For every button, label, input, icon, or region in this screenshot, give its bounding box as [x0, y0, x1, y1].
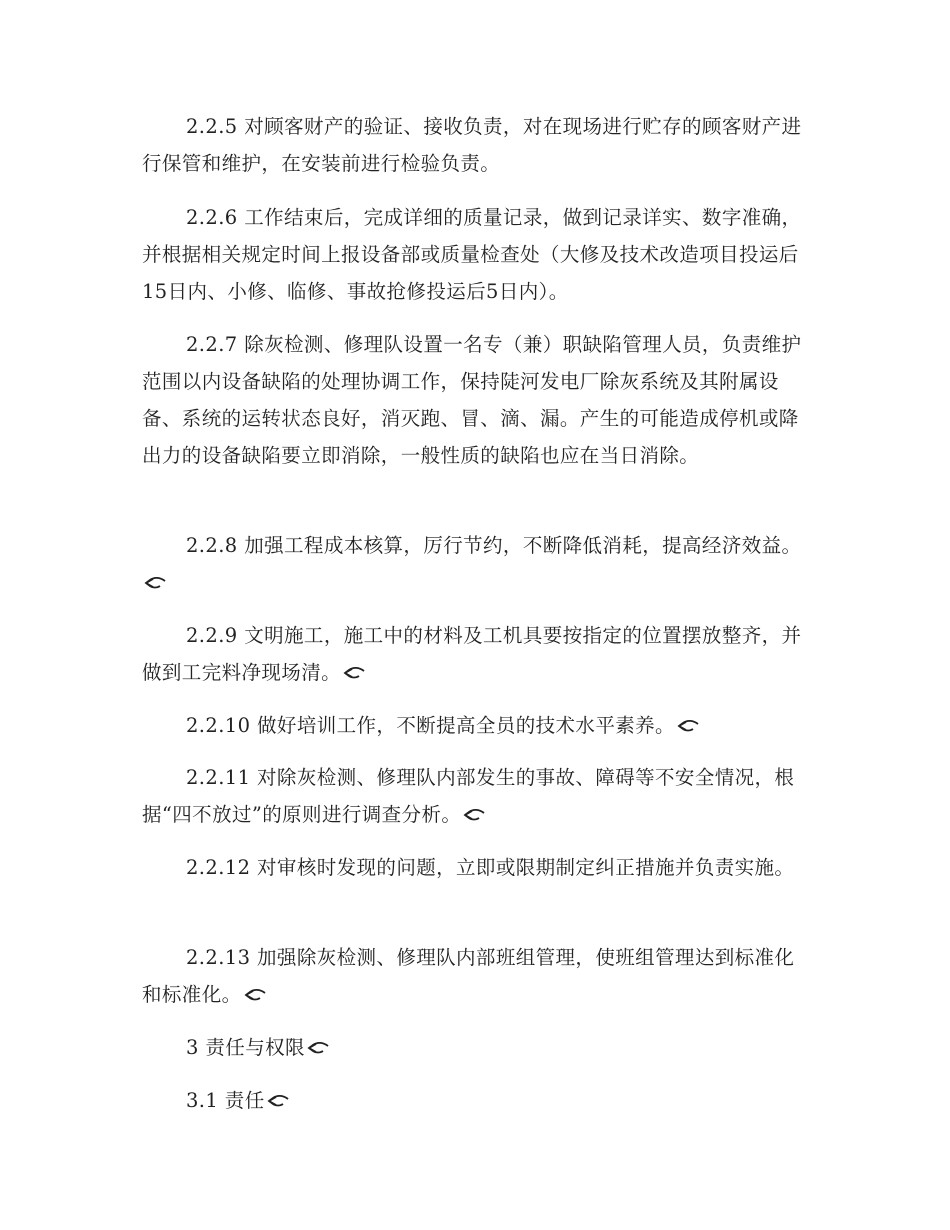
- paragraph-2-2-9: [142, 617, 812, 691]
- paragraph-2-2-8: [142, 527, 812, 601]
- heading-3-1: [142, 1082, 812, 1119]
- paragraph-text: 2.2.5 对顾客财产的验证、接收负责，对在现场进行贮存的顾客财产进行保管和维护，在安装前进行检验负责。: [142, 115, 802, 175]
- paragraph-text: 2.2.8 加强工程成本核算，厉行节约，不断降低消耗，提高经济效益。: [186, 534, 802, 557]
- paragraph-text: 2.2.7 除灰检测、修理队设置一名专（兼）职缺陷管理人员，负责维护范围以内设备缺陷的处理协调工作，保持陡河发电厂除灰系统及其附属设备、系统的运转状态良好，消灭跑、冒、滴、漏。产生的可能造成停机或降出力的设备缺陷要立即消除，一般性质的缺陷也应在当日消除。: [142, 333, 802, 467]
- paragraph-return-icon: [463, 808, 485, 822]
- paragraph-return-icon: [343, 666, 365, 680]
- paragraph-return-icon: [677, 719, 699, 733]
- paragraph-return-icon: [307, 1041, 329, 1055]
- paragraph-return-icon: [244, 988, 266, 1002]
- paragraph-2-2-7: [142, 326, 812, 474]
- paragraph-text: 2.2.10 做好培训工作，不断提高全员的技术水平素养。: [186, 714, 675, 737]
- paragraph-2-2-6: [142, 199, 812, 310]
- paragraph-text: 2.2.13 加强除灰检测、修理队内部班组管理，使班组管理达到标准化和标准化。: [142, 946, 795, 1006]
- paragraph-2-2-12: [142, 849, 812, 886]
- paragraph-text: 2.2.11 对除灰检测、修理队内部发生的事故、障碍等不安全情况，根据“四不放过”的原则进行调查分析。: [142, 766, 795, 826]
- heading-text: 3 责任与权限: [186, 1036, 305, 1059]
- paragraph-2-2-5: [142, 108, 812, 182]
- paragraph-return-icon: [144, 576, 166, 590]
- paragraph-2-2-10: [142, 707, 812, 744]
- heading-text: 3.1 责任: [186, 1089, 265, 1112]
- paragraph-return-icon: [267, 1094, 289, 1108]
- paragraph-text: 2.2.9 文明施工，施工中的材料及工机具要按指定的位置摆放整齐，并做到工完料净现场清。: [142, 624, 802, 684]
- heading-3: [142, 1029, 812, 1066]
- paragraph-2-2-13: [142, 939, 812, 1013]
- paragraph-2-2-11: [142, 759, 812, 833]
- paragraph-text: 2.2.6 工作结束后，完成详细的质量记录，做到记录详实、数字准确，并根据相关规定时间上报设备部或质量检查处（大修及技术改造项目投运后15日内、小修、临修、事故抢修投运后5日内）。: [142, 206, 802, 303]
- paragraph-text: 2.2.12 对审核时发现的问题，立即或限期制定纠正措施并负责实施。: [186, 856, 795, 879]
